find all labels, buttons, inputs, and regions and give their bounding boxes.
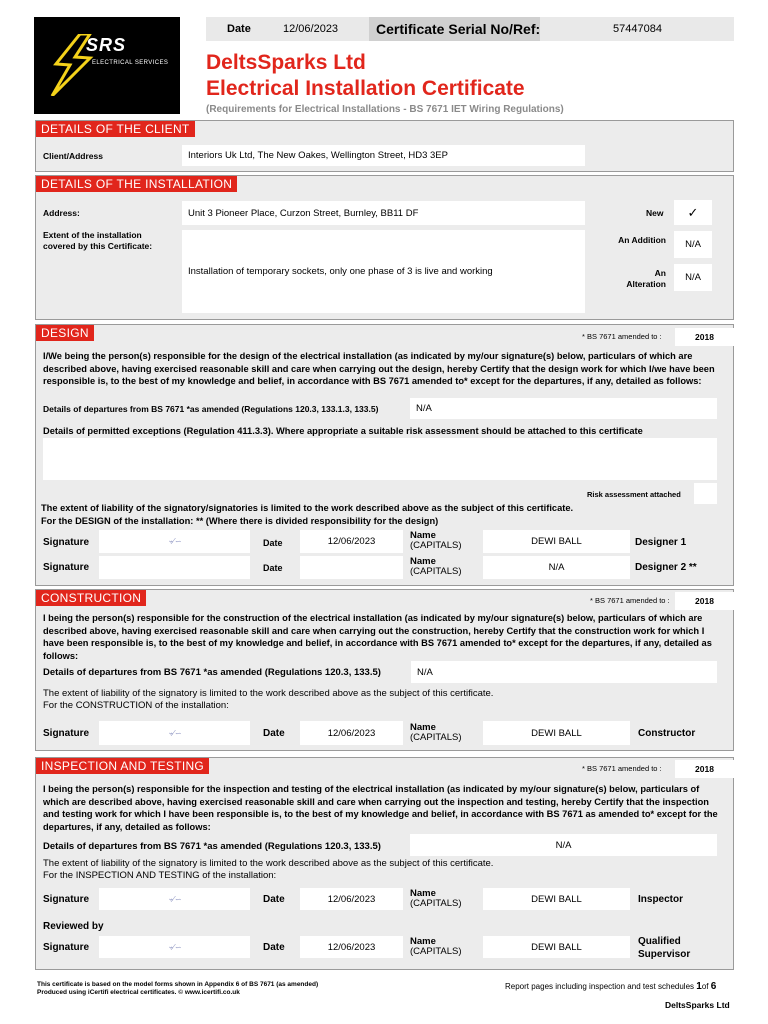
inspection-amended-value[interactable]: 2018	[675, 760, 734, 778]
alteration-field[interactable]: N/A	[674, 264, 712, 291]
inspection-name-label-2: Name	[410, 936, 436, 947]
designer1-date[interactable]: 12/06/2023	[300, 530, 403, 553]
inspector-role: Inspector	[638, 894, 684, 905]
inspector-name[interactable]: DEWI BALL	[483, 888, 630, 910]
extent-field[interactable]: Installation of temporary sockets, only one phase of 3 is live and working	[182, 230, 585, 313]
construction-name-label: Name	[410, 722, 436, 733]
design-statement: I/We being the person(s) responsible for the design of the electrical installation (as indicated by my/our signature(s) below, particulars of which are described above, having exercised reasonable skill and care when carrying out the design, hereby Certify that the design work for which I/we have been responsible is, to the best of my knowledge and belief, in accordance with BS 7671 amended to* except for the departures, if any, detailed as follows:	[43, 351, 715, 386]
signature-mark-icon: ⌁⁄∽	[168, 894, 181, 904]
date-value: 12/06/2023	[283, 23, 339, 35]
signature-mark-icon: ⌁⁄∽	[168, 537, 181, 546]
supervisor-date[interactable]: 12/06/2023	[300, 936, 403, 958]
of-text: of	[701, 982, 709, 991]
design-date-label-2: Date	[263, 563, 283, 573]
inspector-signature[interactable]	[99, 888, 250, 910]
footer-produced-by: Produced using iCertifi electrical certificates. © www.icertifi.co.uk	[37, 989, 240, 996]
new-label: New	[646, 208, 664, 218]
installation-section	[35, 175, 734, 320]
designer1-signature[interactable]	[99, 530, 250, 553]
construction-date-label: Date	[263, 728, 285, 739]
design-capitals-label-1: (CAPITALS)	[410, 540, 462, 551]
page-total: 6	[710, 981, 717, 992]
inspection-departures-label: Details of departures from BS 7671 *as amended (Regulations 120.3, 133.5)	[43, 841, 381, 852]
design-liability: The extent of liability of the signatory/signatories is limited to the work described above as the subject of this certificate.	[41, 503, 574, 513]
design-sig-label-2: Signature	[43, 562, 90, 573]
construction-section	[35, 589, 734, 751]
addition-label: An Addition	[618, 235, 666, 245]
design-date-label-1: Date	[263, 538, 283, 548]
design-name-label-1: Name	[410, 530, 436, 541]
client-label: Client/Address	[43, 151, 103, 161]
inspection-statement: I being the person(s) responsible for the inspection and testing of the electrical installation (as indicated by my/our signature(s) below, particulars of which are described above, having exercised reasonable skill and care when carrying out the inspection and testing, hereby Certify that the inspection and testing work for which I have been responsible is, to the best of my knowledge and belief, in accordance with BS 7671 as amended to* except for the departures, if any, detailed as follows:	[43, 784, 718, 832]
design-exceptions-field[interactable]	[43, 438, 717, 480]
signature-mark-icon: ⌁⁄∽	[168, 942, 181, 952]
design-heading: DESIGN	[36, 325, 94, 341]
risk-assessment-field[interactable]	[694, 483, 717, 504]
inspection-sig-label-1: Signature	[43, 894, 90, 905]
construction-amended-value[interactable]: 2018	[675, 592, 734, 610]
inspection-heading: INSPECTION AND TESTING	[36, 758, 209, 774]
new-checkbox[interactable]: ✓	[674, 200, 712, 225]
reviewed-by-label: Reviewed by	[43, 921, 104, 932]
inspector-date[interactable]: 12/06/2023	[300, 888, 403, 910]
constructor-date[interactable]: 12/06/2023	[300, 721, 403, 745]
construction-liability: The extent of liability of the signatory is limited to the work described above as the subject of this certificate.	[43, 688, 494, 699]
design-exceptions-label: Details of permitted exceptions (Regulation 411.3.3). Where appropriate a suitable risk assessment should be attached to this certificate	[43, 426, 643, 436]
extent-label: Extent of the installation covered by this Certificate:	[43, 230, 153, 251]
risk-assessment-label: Risk assessment attached	[587, 490, 681, 499]
address-label: Address:	[43, 208, 80, 218]
construction-departures-label: Details of departures from BS 7671 *as amended (Regulations 120.3, 133.5)	[43, 667, 381, 678]
design-amended-value[interactable]: 2018	[675, 328, 734, 346]
designer1-name[interactable]: DEWI BALL	[483, 530, 630, 553]
inspection-date-label-2: Date	[263, 942, 285, 953]
inspection-sig-label-2: Signature	[43, 942, 90, 953]
inspection-section	[35, 757, 734, 970]
construction-sig-label: Signature	[43, 728, 90, 739]
constructor-name[interactable]: DEWI BALL	[483, 721, 630, 745]
supervisor-role-2: Supervisor	[638, 949, 691, 960]
design-name-label-2: Name	[410, 556, 436, 567]
pages-text: Report pages including inspection and test schedules	[505, 982, 695, 991]
inspection-date-label-1: Date	[263, 894, 285, 905]
inspection-amended-label: * BS 7671 amended to :	[582, 764, 662, 773]
inspection-name-label-1: Name	[410, 888, 436, 899]
signature-mark-icon: ⌁⁄∽	[168, 728, 181, 738]
designer2-signature[interactable]	[99, 556, 250, 579]
construction-departures-field[interactable]: N/A	[411, 661, 717, 683]
inspection-capitals-label-2: (CAPITALS)	[410, 946, 462, 957]
date-label: Date	[227, 23, 251, 35]
design-departures-label: Details of departures from BS 7671 *as amended (Regulations 120.3, 133.1.3, 133.5)	[43, 404, 379, 414]
construction-amended-label: * BS 7671 amended to :	[590, 596, 670, 605]
footer-model-forms: This certificate is based on the model forms shown in Appendix 6 of BS 7671 (as amended)	[37, 981, 319, 988]
page-number: 1	[696, 981, 702, 992]
construction-statement: I being the person(s) responsible for the construction of the electrical installation (as indicated by my/our signature(s) below, particulars of which are described above, having exercised reasonable skill and care when carrying out the construction, hereby Certify that the construction work for which I have been responsible is, to the best of my knowledge and belief, in accordance with BS 7671 amended to* except for the departures, if any, detailed as follows:	[43, 613, 712, 661]
certificate-subtitle: (Requirements for Electrical Installations - BS 7671 IET Wiring Regulations)	[206, 104, 564, 115]
designer2-date[interactable]	[300, 556, 403, 579]
inspection-for-text: For the INSPECTION AND TESTING of the installation:	[43, 870, 277, 881]
installation-address-field[interactable]: Unit 3 Pioneer Place, Curzon Street, Burnley, BB11 DF	[182, 201, 585, 225]
constructor-signature[interactable]	[99, 721, 250, 745]
design-for-text: For the DESIGN of the installation: ** (Where there is divided responsibility for the design)	[41, 516, 439, 526]
designer1-role: Designer 1	[635, 537, 687, 548]
installation-heading: DETAILS OF THE INSTALLATION	[36, 176, 237, 192]
designer2-role: Designer 2 **	[635, 562, 697, 573]
client-heading: DETAILS OF THE CLIENT	[36, 121, 195, 137]
design-amended-label: * BS 7671 amended to :	[582, 332, 662, 341]
serial-value: 57447084	[613, 23, 662, 35]
design-sig-label-1: Signature	[43, 537, 90, 548]
company-name: DeltsSparks Ltd	[206, 51, 366, 74]
inspection-departures-field[interactable]: N/A	[410, 834, 717, 856]
construction-capitals-label: (CAPITALS)	[410, 732, 462, 743]
construction-heading: CONSTRUCTION	[36, 590, 146, 606]
serial-label: Certificate Serial No/Ref:	[376, 21, 541, 37]
inspection-capitals-label-1: (CAPITALS)	[410, 898, 462, 909]
supervisor-signature[interactable]	[99, 936, 250, 958]
footer-company: DeltsSparks Ltd	[665, 1000, 730, 1010]
supervisor-role-1: Qualified	[638, 936, 681, 947]
supervisor-name[interactable]: DEWI BALL	[483, 936, 630, 958]
designer2-name[interactable]: N/A	[483, 556, 630, 579]
design-section	[35, 324, 734, 586]
company-logo	[34, 17, 180, 114]
client-address-field[interactable]: Interiors Uk Ltd, The New Oakes, Wellington Street, HD3 3EP	[182, 145, 585, 166]
footer-pagination	[505, 981, 716, 992]
certificate-title: Electrical Installation Certificate	[206, 77, 525, 100]
addition-field[interactable]: N/A	[674, 231, 712, 258]
design-departures-field[interactable]: N/A	[410, 398, 717, 419]
constructor-role: Constructor	[638, 728, 696, 739]
logo-text: SRS	[86, 35, 127, 55]
construction-for-text: For the CONSTRUCTION of the installation:	[43, 700, 229, 711]
inspection-liability: The extent of liability of the signatory is limited to the work described above as the subject of this certificate.	[43, 858, 494, 869]
alteration-label: An Alteration	[626, 268, 666, 289]
design-capitals-label-2: (CAPITALS)	[410, 566, 462, 577]
client-section	[35, 120, 734, 172]
logo-subtext: ELECTRICAL SERVICES	[92, 60, 169, 66]
